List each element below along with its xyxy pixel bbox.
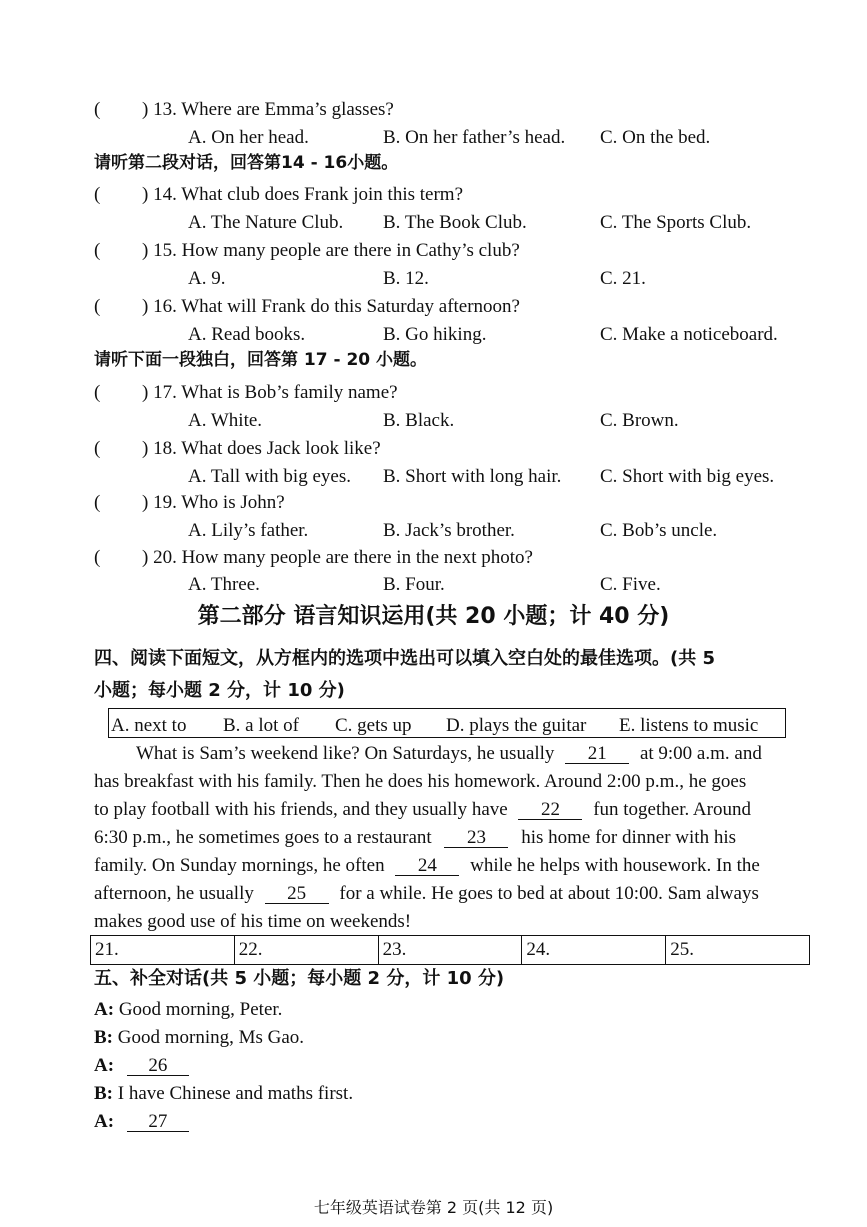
speaker-label: A: bbox=[94, 1111, 115, 1132]
q13-option-c: C. On the bed. bbox=[600, 127, 711, 148]
answer-paren: ( bbox=[94, 547, 101, 568]
dialogue-text: Good morning, Peter. bbox=[118, 999, 283, 1020]
answer-paren: ( bbox=[94, 240, 101, 261]
dialogue-line bbox=[94, 1028, 304, 1047]
q13-option-b: B. On her father’s head. bbox=[383, 127, 566, 148]
answer-table bbox=[90, 935, 810, 965]
page-footer: 七年级英语试卷第 2 页(共 12 页) bbox=[313, 1198, 554, 1217]
passage-line-1 bbox=[136, 744, 762, 764]
instruction-17-20: 请听下面一段独白，回答第 17 - 20 小题。 bbox=[94, 350, 428, 370]
answer-paren: ( bbox=[94, 382, 101, 403]
passage-text: to play football with his friends, and they usually have bbox=[94, 799, 508, 820]
question-16: ) 16. What will Frank do this Saturday afternoon? bbox=[142, 296, 520, 317]
answer-cell-22[interactable]: 22. bbox=[235, 936, 379, 964]
word-option-c: C. gets up bbox=[335, 715, 412, 736]
passage-text: his home for dinner with his bbox=[521, 827, 736, 848]
question-14: ) 14. What club does Frank join this term? bbox=[142, 184, 464, 205]
passage-text: family. On Sunday mornings, he often bbox=[94, 855, 385, 876]
q14-option-c: C. The Sports Club. bbox=[600, 212, 752, 233]
q16-option-c: C. Make a noticeboard. bbox=[600, 324, 778, 345]
q13-option-a: A. On her head. bbox=[188, 127, 309, 148]
blank-27: 27 bbox=[127, 1112, 189, 1132]
blank-22: 22 bbox=[518, 800, 582, 820]
passage-text: fun together. Around bbox=[593, 799, 751, 820]
section4-instruction-line2: 小题；每小题 2 分，计 10 分) bbox=[94, 680, 345, 701]
speaker-label: B: bbox=[94, 1083, 113, 1104]
q19-option-c: C. Bob’s uncle. bbox=[600, 520, 718, 541]
blank-25: 25 bbox=[265, 884, 329, 904]
q15-option-c: C. 21. bbox=[600, 268, 646, 289]
passage-text: while he helps with housework. In the bbox=[470, 855, 760, 876]
word-bank-box bbox=[108, 708, 786, 738]
dialogue-text: I have Chinese and maths first. bbox=[117, 1083, 354, 1104]
answer-cell-21[interactable]: 21. bbox=[91, 936, 235, 964]
word-option-e: E. listens to music bbox=[619, 715, 759, 736]
q15-option-a: A. 9. bbox=[188, 268, 226, 289]
q16-option-b: B. Go hiking. bbox=[383, 324, 487, 345]
q17-option-a: A. White. bbox=[188, 410, 263, 431]
word-option-d: D. plays the guitar bbox=[446, 715, 587, 736]
q17-option-c: C. Brown. bbox=[600, 410, 679, 431]
blank-24: 24 bbox=[395, 856, 459, 876]
question-15: ) 15. How many people are there in Cathy’s club? bbox=[142, 240, 520, 261]
question-20: ) 20. How many people are there in the next photo? bbox=[142, 547, 533, 568]
instruction-14-16: 请听第二段对话，回答第14 - 16小题。 bbox=[94, 153, 399, 173]
section5-title: 五、补全对话(共 5 小题；每小题 2 分，计 10 分) bbox=[94, 968, 505, 989]
answer-paren: ( bbox=[94, 99, 101, 120]
question-13: ) 13. Where are Emma’s glasses? bbox=[142, 99, 394, 120]
q15-option-b: B. 12. bbox=[383, 268, 429, 289]
speaker-label: B: bbox=[94, 1027, 113, 1048]
q18-option-a: A. Tall with big eyes. bbox=[188, 466, 351, 487]
word-option-a: A. next to bbox=[111, 715, 187, 736]
q14-option-a: A. The Nature Club. bbox=[188, 212, 344, 233]
answer-cell-24[interactable]: 24. bbox=[522, 936, 666, 964]
q20-option-b: B. Four. bbox=[383, 574, 445, 595]
question-17: ) 17. What is Bob’s family name? bbox=[142, 382, 398, 403]
q18-option-c: C. Short with big eyes. bbox=[600, 466, 775, 487]
part2-title: 第二部分 语言知识运用(共 20 小题；计 40 分) bbox=[197, 604, 670, 629]
q16-option-a: A. Read books. bbox=[188, 324, 306, 345]
dialogue-line bbox=[94, 1056, 189, 1076]
speaker-label: A: bbox=[94, 999, 115, 1020]
answer-paren: ( bbox=[94, 492, 101, 513]
passage-line-4 bbox=[94, 828, 736, 848]
q19-option-b: B. Jack’s brother. bbox=[383, 520, 515, 541]
question-18: ) 18. What does Jack look like? bbox=[142, 438, 381, 459]
answer-cell-23[interactable]: 23. bbox=[379, 936, 523, 964]
dialogue-line bbox=[94, 1112, 189, 1132]
word-option-b: B. a lot of bbox=[223, 715, 299, 736]
dialogue-line bbox=[94, 1000, 282, 1019]
passage-line-2: has breakfast with his family. Then he does his homework. Around 2:00 p.m., he goes bbox=[94, 771, 747, 792]
passage-text: 6:30 p.m., he sometimes goes to a restaurant bbox=[94, 827, 432, 848]
passage-line-5 bbox=[94, 856, 760, 876]
blank-26: 26 bbox=[127, 1056, 189, 1076]
passage-line-6 bbox=[94, 884, 759, 904]
answer-paren: ( bbox=[94, 438, 101, 459]
q14-option-b: B. The Book Club. bbox=[383, 212, 527, 233]
answer-cell-25[interactable]: 25. bbox=[670, 939, 694, 960]
q20-option-c: C. Five. bbox=[600, 574, 661, 595]
passage-text: for a while. He goes to bed at about 10:00. Sam always bbox=[339, 883, 759, 904]
passage-line-7: makes good use of his time on weekends! bbox=[94, 911, 412, 932]
section4-instruction-line1: 四、阅读下面短文，从方框内的选项中选出可以填入空白处的最佳选项。(共 5 bbox=[94, 648, 716, 669]
passage-text: afternoon, he usually bbox=[94, 883, 254, 904]
q17-option-b: B. Black. bbox=[383, 410, 455, 431]
blank-23: 23 bbox=[444, 828, 508, 848]
answer-paren: ( bbox=[94, 296, 101, 317]
dialogue-line bbox=[94, 1084, 353, 1103]
passage-line-3 bbox=[94, 800, 751, 820]
passage-text: What is Sam’s weekend like? On Saturdays, he usually bbox=[136, 743, 555, 764]
q18-option-b: B. Short with long hair. bbox=[383, 466, 562, 487]
question-19: ) 19. Who is John? bbox=[142, 492, 285, 513]
blank-21: 21 bbox=[565, 744, 629, 764]
speaker-label: A: bbox=[94, 1055, 115, 1076]
passage-text: at 9:00 a.m. and bbox=[639, 743, 762, 764]
dialogue-text: Good morning, Ms Gao. bbox=[117, 1027, 305, 1048]
q20-option-a: A. Three. bbox=[188, 574, 260, 595]
q19-option-a: A. Lily’s father. bbox=[188, 520, 309, 541]
answer-paren: ( bbox=[94, 184, 101, 205]
